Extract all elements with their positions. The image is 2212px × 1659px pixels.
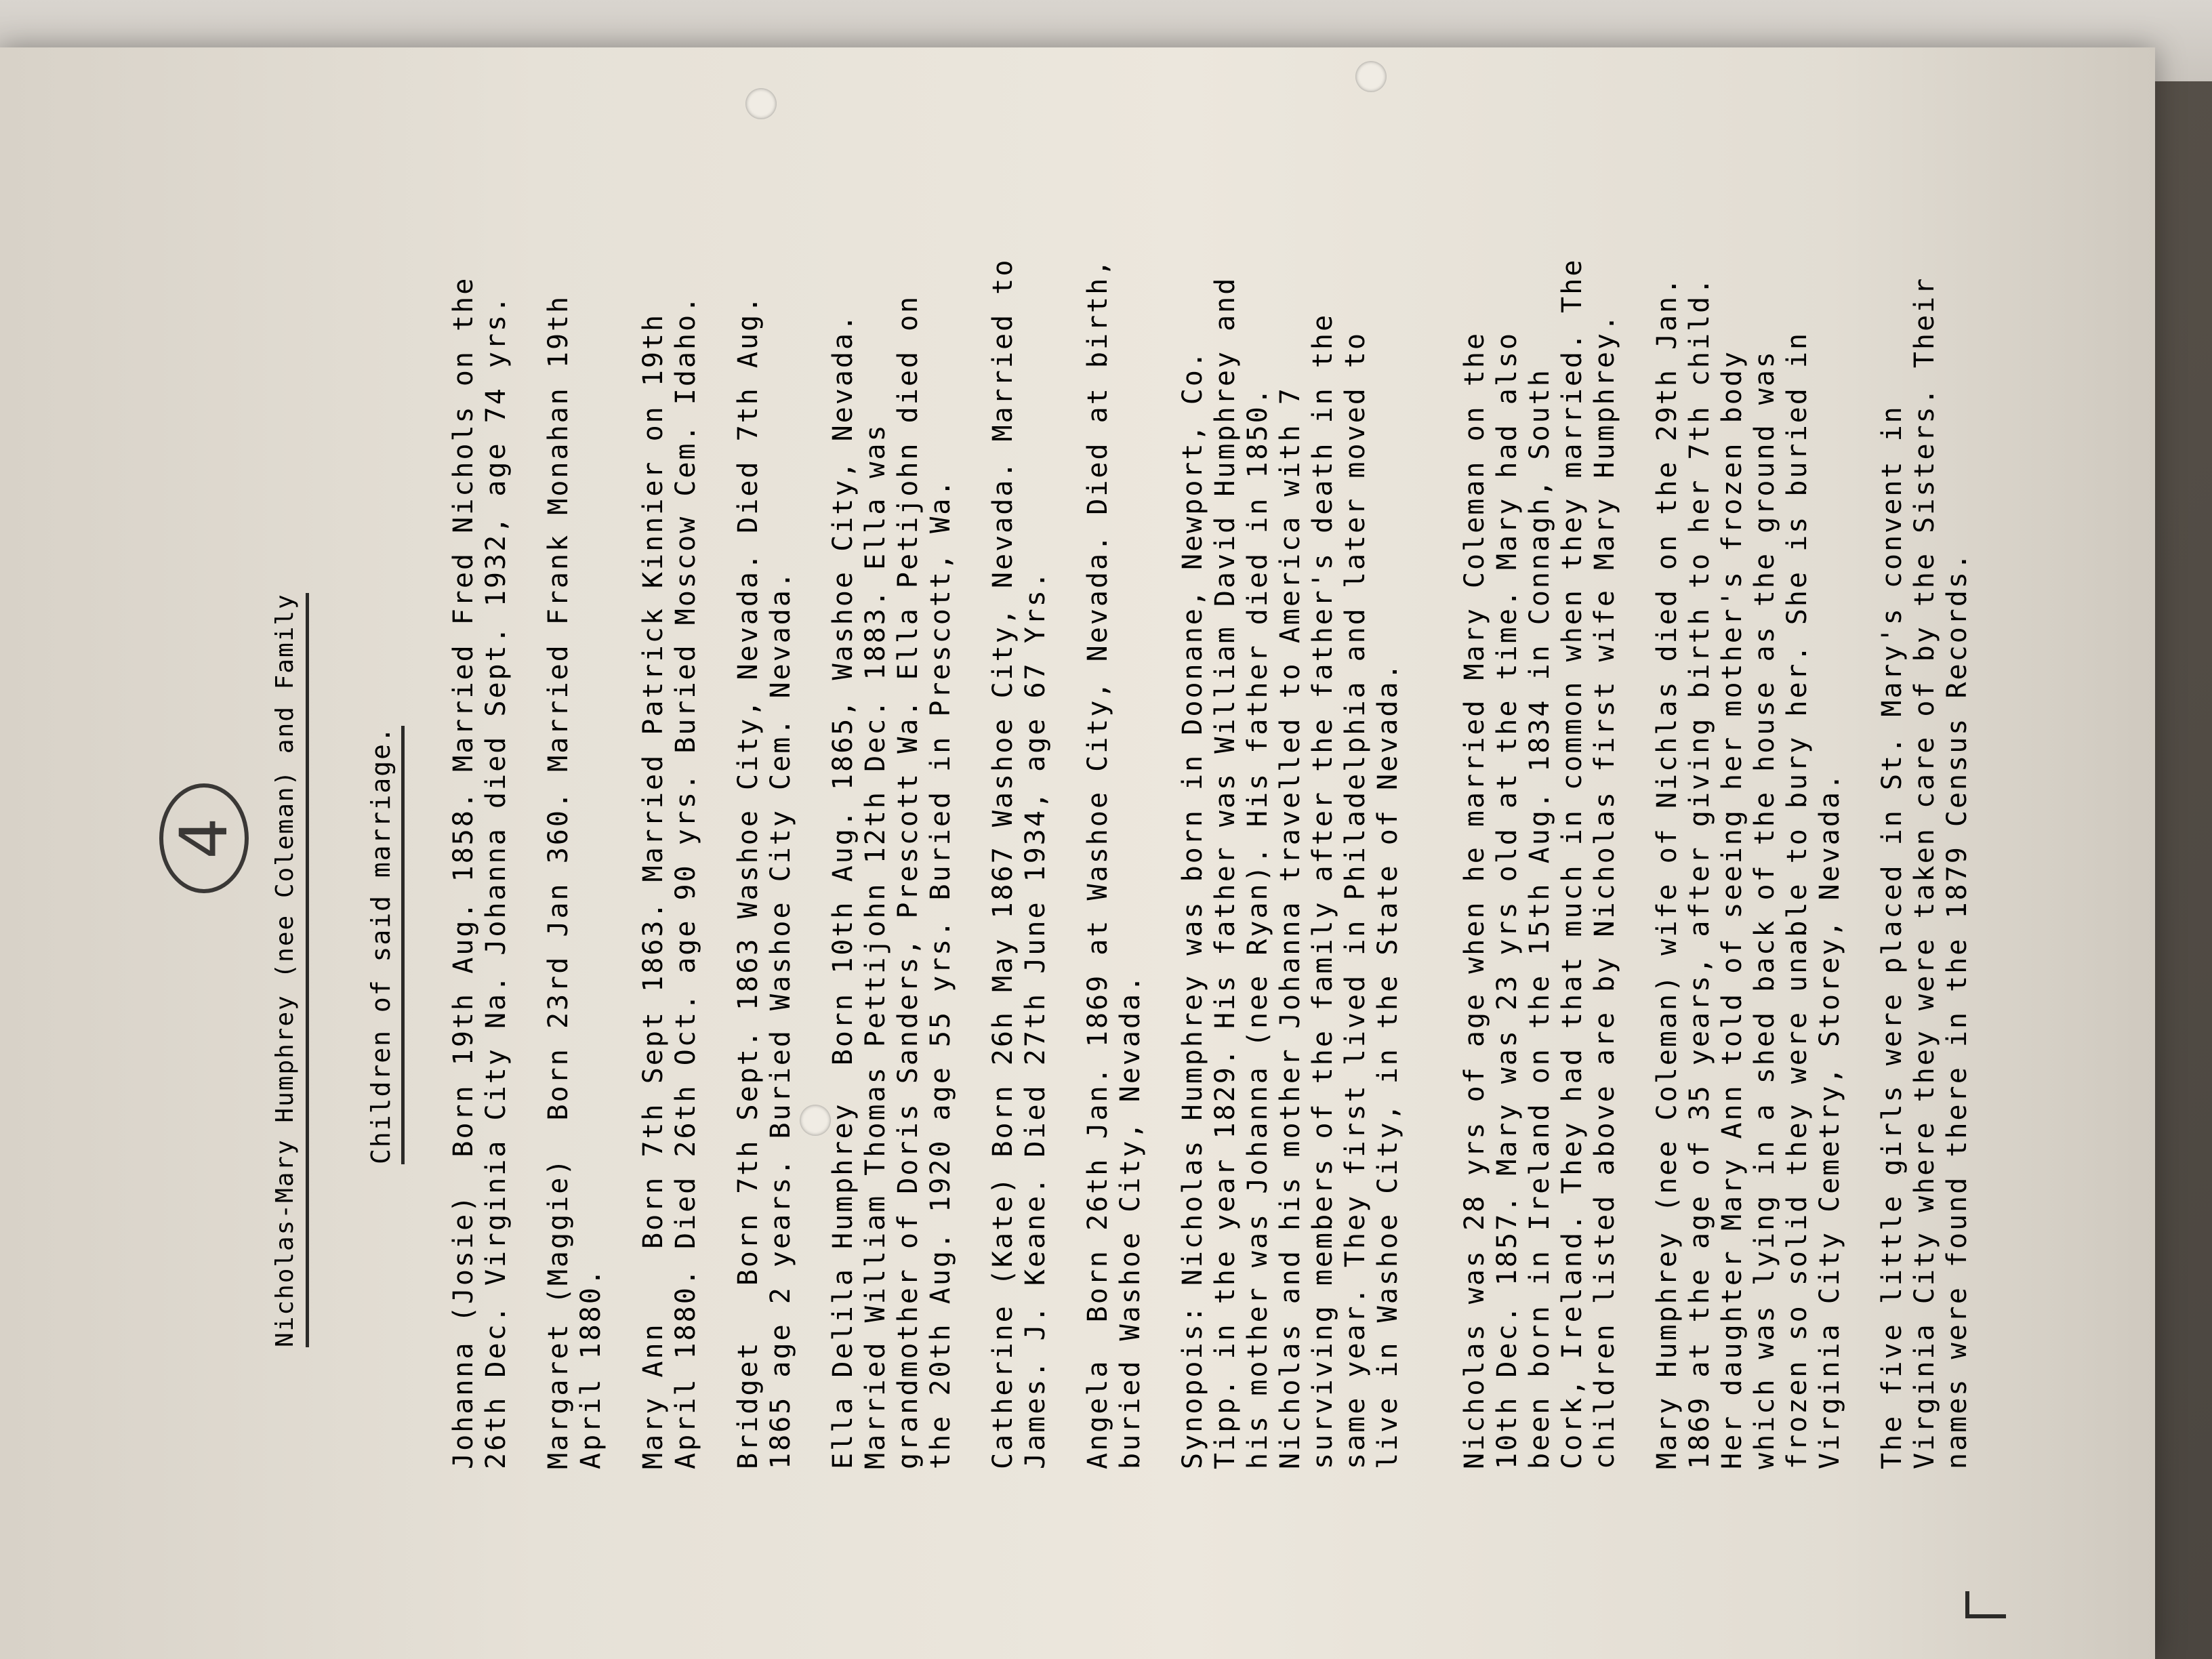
paragraph-catherine: Catherine (Kate) Born 26h May 1867 Washoe City, Nevada. Married to James. J. Keane. Died 27th June 1934, age 67 Yrs. bbox=[987, 258, 1051, 1469]
paragraph-nicholas: Nicholas was 28 yrs of age when he married Mary Coleman on the 10th Dec. 1857. Mary was 23 yrs old at the time. Mary had also been born in Ireland on the 15th Aug. 1834 in Connagh, South Cork, Ireland. They had that much in common when they married. The children listed above are by Nicholas first wife Mary Humphrey. bbox=[1459, 258, 1620, 1469]
paragraph-synopsis: Synopois: Nicholas Humphrey was born in Doonane, Newport, Co. Tipp. in the year 1829. His father was William David Humphrey and his mother was Johanna (nee Ryan). His father died in 1850. Nicholas and his mother Johanna travelled to America with 7 surviving members of the family after the father's death in the same year. They first lived in Philadelphia and later moved to live in Washoe City, in the State of Nevada. bbox=[1177, 276, 1404, 1469]
document-sheet bbox=[0, 47, 2155, 1659]
document-title: Nicholas-Mary Humphrey (nee Coleman) and Family bbox=[271, 593, 309, 1347]
paragraph-mary-humphrey: Mary Humphrey (nee Coleman) wife of Nichlas died on the 29th Jan. 1869 at the age of 35 years, after giving birth to her 7th child. Her daughter Mary Ann told of seeing her mother's frozen body which was lying in a shed back of the house as the ground was frozen so solid they were unable to bury her. She is buried in Virginia City Cemetry, Storey, Nevada. bbox=[1652, 276, 1845, 1469]
paragraph-mary-ann: Mary Ann Born 7th Sept 1863. Married Patrick Kinnier on 19th April 1880. Died 26th Oct. age 90 yrs. Buried Moscow Cem. Idaho. bbox=[638, 294, 701, 1469]
paragraph-bridget: Bridget Born 7th Sept. 1863 Washoe City, Nevada. Died 7th Aug. 1865 age 2 years. Buried Washoe City Cem. Nevada. bbox=[733, 294, 796, 1469]
paragraph-johanna: Johanna (Josie) Born 19th Aug. 1858. Married Fred Nichols on the 26th Dec. Virginia City Na. Johanna died Sept. 1932, age 74 yrs. bbox=[448, 276, 512, 1469]
rotated-page bbox=[0, 47, 2155, 1659]
margin-mark bbox=[1965, 1614, 2006, 1618]
paragraph-five-girls: The five little girls were placed in St. Mary's convent in Virginia City where they were taken care of by the Sisters. Their names were found there in the 1879 Census Records. bbox=[1877, 276, 1973, 1469]
paragraph-ella: Ella Delila Humphrey Born 10th Aug. 1865, Washoe City, Nevada. Married William Thomas Pettijohn 12th Dec. 1883. Ella was grandmother of Doris Sanders, Prescott Wa. Ella Petijohn died on the 20th Aug. 1920 age 55 yrs. Buried in Prescott, Wa. bbox=[827, 294, 956, 1469]
document-body bbox=[447, 47, 2003, 1469]
document-subtitle: Children of said marriage. bbox=[366, 726, 405, 1164]
paragraph-margaret: Margaret (Maggie) Born 23rd Jan 360. Married Frank Monahan 19th April 1880. bbox=[543, 294, 607, 1469]
page-number-circle bbox=[159, 783, 249, 893]
paragraph-angela: Angela Born 26th Jan. 1869 at Washoe City, Nevada. Died at birth, buried Washoe City, Nevada. bbox=[1082, 258, 1146, 1469]
margin-mark bbox=[1965, 1591, 1969, 1618]
page-number: 4 bbox=[166, 817, 242, 859]
